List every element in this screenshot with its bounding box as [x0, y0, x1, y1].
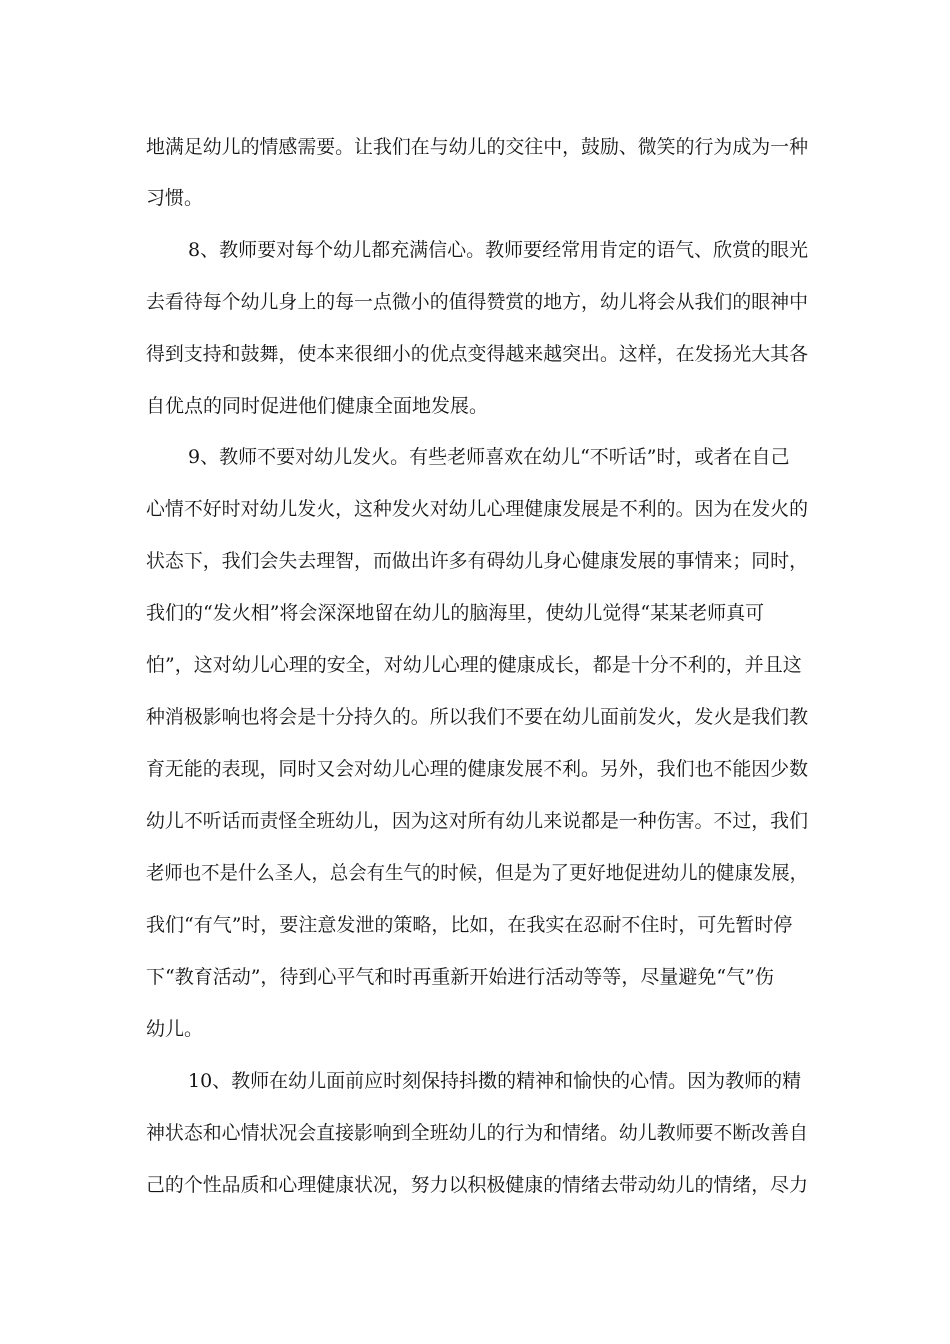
text-line: 状态下，我们会失去理智，而做出许多有碍幼儿身心健康发展的事情来；同时，: [146, 550, 809, 572]
text-line: 9、教师不要对幼儿发火。有些老师喜欢在幼儿“不听话”时，或者在自己: [188, 446, 790, 468]
text-line: 幼儿。: [146, 1018, 204, 1040]
text-line: 地满足幼儿的情感需要。让我们在与幼儿的交往中，鼓励、微笑的行为成为一种: [146, 136, 809, 158]
text-line: 习惯。: [146, 187, 204, 209]
text-line: 我们“有气”时，要注意发泄的策略，比如，在我实在忍耐不住时，可先暂时停: [146, 914, 793, 936]
text-line: 我们的“发火相”将会深深地留在幼儿的脑海里，使幼儿觉得“某某老师真可: [146, 602, 765, 624]
text-line: 神状态和心情状况会直接影响到全班幼儿的行为和情绪。幼儿教师要不断改善自: [146, 1122, 809, 1144]
text-line: 心情不好时对幼儿发火，这种发火对幼儿心理健康发展是不利的。因为在发火的: [146, 498, 809, 520]
text-line: 去看待每个幼儿身上的每一点微小的值得赞赏的地方，幼儿将会从我们的眼神中: [146, 291, 809, 313]
text-line: 8、教师要对每个幼儿都充满信心。教师要经常用肯定的语气、欣赏的眼光: [188, 239, 809, 261]
text-line: 得到支持和鼓舞，使本来很细小的优点变得越来越突出。这样，在发扬光大其各: [146, 343, 809, 365]
text-line: 下“教育活动”，待到心平气和时再重新开始进行活动等等，尽量避免“气”伤: [146, 966, 774, 988]
text-line: 10、教师在幼儿面前应时刻保持抖擞的精神和愉快的心情。因为教师的精: [188, 1070, 802, 1092]
text-line: 种消极影响也将会是十分持久的。所以我们不要在幼儿面前发火，发火是我们教: [146, 706, 809, 728]
text-line: 幼儿不听话而责怪全班幼儿，因为这对所有幼儿来说都是一种伤害。不过，我们: [146, 810, 809, 832]
text-line: 自优点的同时促进他们健康全面地发展。: [146, 395, 489, 417]
text-line: 己的个性品质和心理健康状况，努力以积极健康的情绪去带动幼儿的情绪，尽力: [146, 1174, 809, 1196]
text-line: 怕”，这对幼儿心理的安全，对幼儿心理的健康成长，都是十分不利的，并且这: [146, 654, 802, 676]
text-line: 育无能的表现，同时又会对幼儿心理的健康发展不利。另外，我们也不能因少数: [146, 758, 809, 780]
text-line: 老师也不是什么圣人，总会有生气的时候，但是为了更好地促进幼儿的健康发展，: [146, 862, 809, 884]
